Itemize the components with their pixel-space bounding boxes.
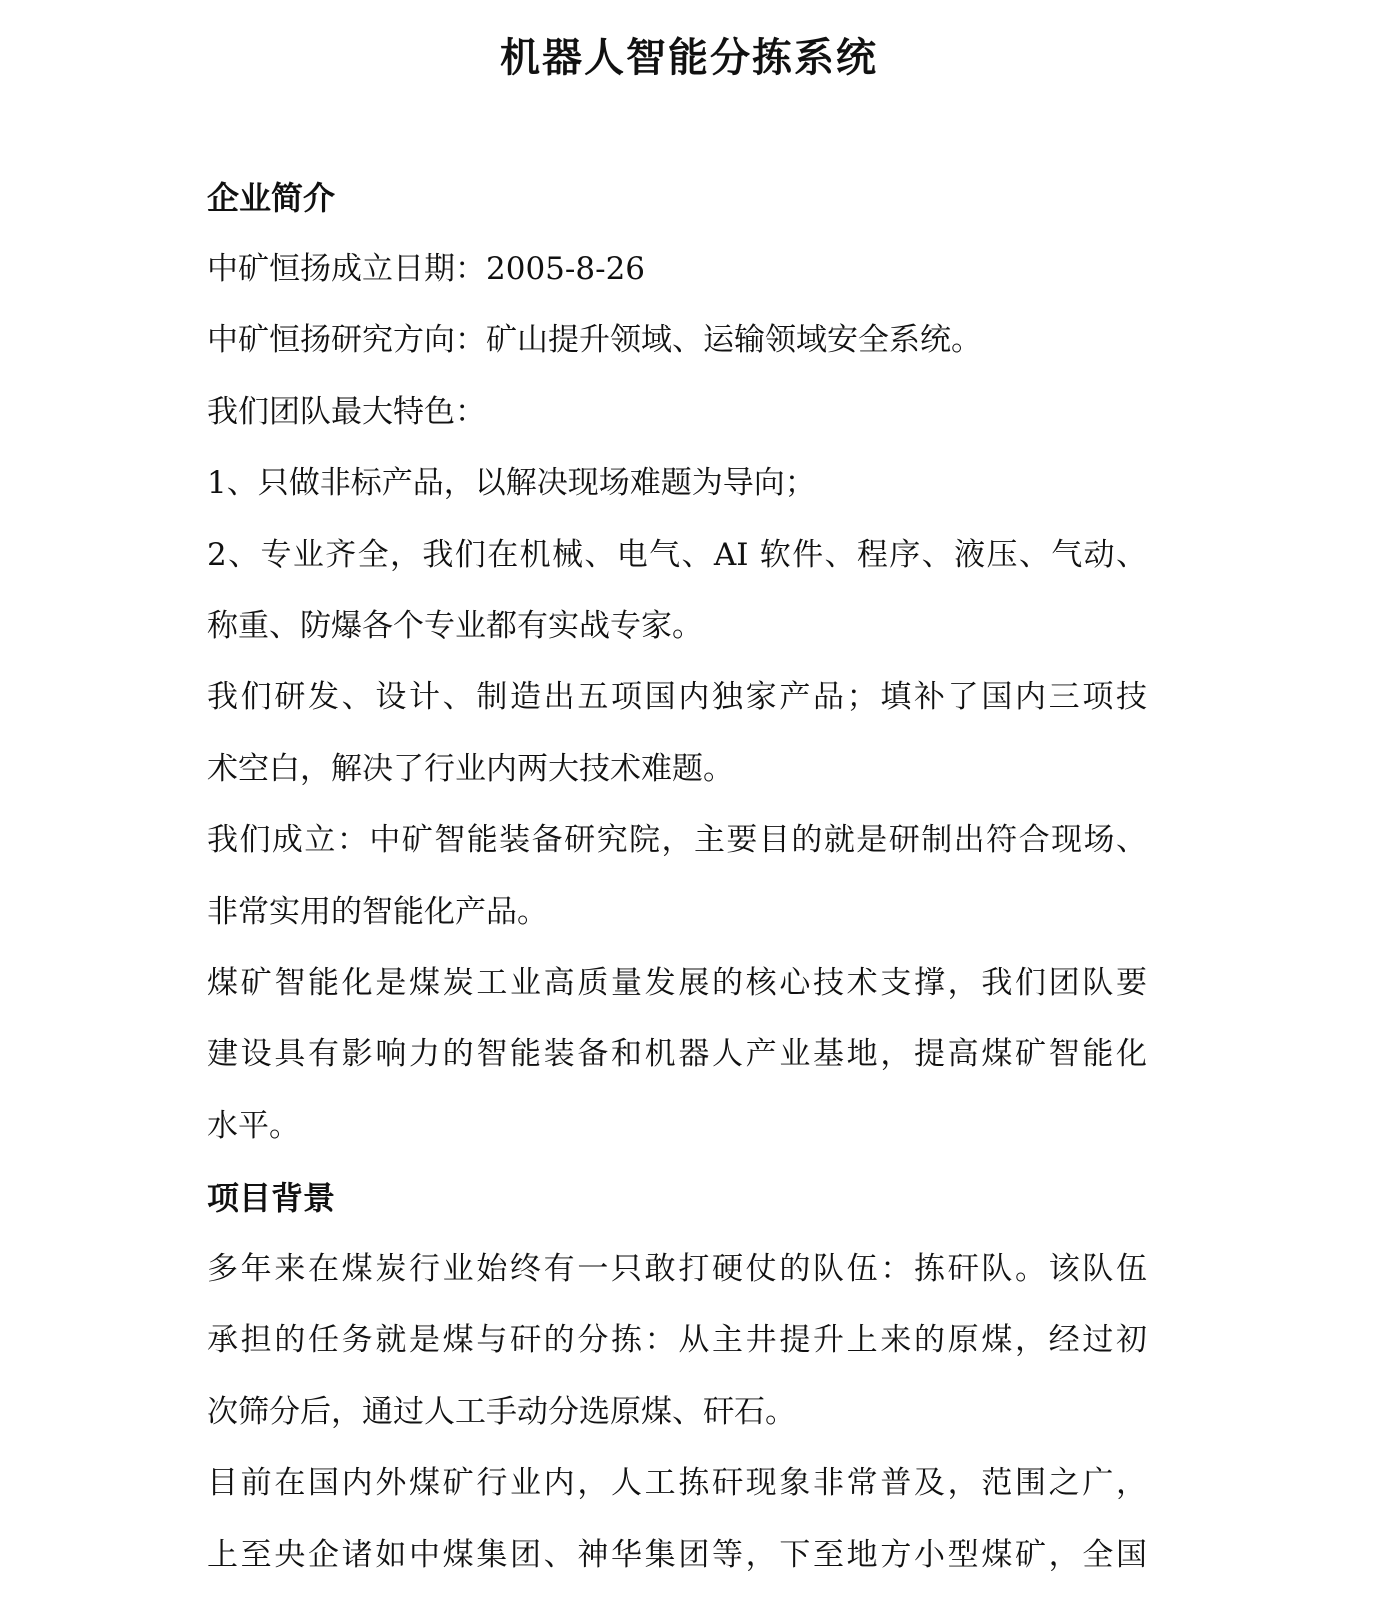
document-body <box>207 162 1147 1591</box>
paragraph-line: 我们成立：中矿智能装备研究院，主要目的就是研制出符合现场、 <box>207 822 1147 859</box>
paragraph-line: 上至央企诸如中煤集团、神华集团等，下至地方小型煤矿，全国 <box>207 1536 1147 1573</box>
paragraph-line: 次筛分后，通过人工手动分选原煤、矸石。 <box>207 1393 796 1430</box>
paragraph-line: 水平。 <box>207 1107 300 1144</box>
paragraph-line: 承担的任务就是煤与矸的分拣：从主井提升上来的原煤，经过初 <box>207 1322 1147 1359</box>
document-title: 机器人智能分拣系统 <box>500 34 878 81</box>
section-heading-company-intro: 企业简介 <box>207 179 336 217</box>
paragraph-line: 多年来在煤炭行业始终有一只敢打硬仗的队伍：拣矸队。该队伍 <box>207 1251 1147 1288</box>
paragraph-line: 煤矿智能化是煤炭工业高质量发展的核心技术支撑，我们团队要 <box>207 964 1147 1001</box>
paragraph-line: 中矿恒扬成立日期：2005-8-26 <box>207 251 646 287</box>
paragraph-line: 2、专业齐全，我们在机械、电气、AI 软件、程序、液压、气动、 <box>207 536 1147 573</box>
paragraph-line: 我们团队最大特色： <box>207 393 486 430</box>
paragraph-line: 1、只做非标产品，以解决现场难题为导向； <box>207 465 816 502</box>
paragraph-line: 建设具有影响力的智能装备和机器人产业基地，提高煤矿智能化 <box>207 1036 1147 1073</box>
section-heading-project-background: 项目背景 <box>207 1179 336 1218</box>
paragraph-line: 我们研发、设计、制造出五项国内独家产品；填补了国内三项技 <box>207 679 1147 716</box>
paragraph-line: 术空白，解决了行业内两大技术难题。 <box>207 750 734 787</box>
paragraph-line: 中矿恒扬研究方向：矿山提升领域、运输领域安全系统。 <box>207 322 982 359</box>
paragraph-line: 非常实用的智能化产品。 <box>207 893 548 930</box>
paragraph-line: 称重、防爆各个专业都有实战专家。 <box>207 607 703 644</box>
paragraph-line: 目前在国内外煤矿行业内，人工拣矸现象非常普及，范围之广， <box>207 1465 1147 1502</box>
